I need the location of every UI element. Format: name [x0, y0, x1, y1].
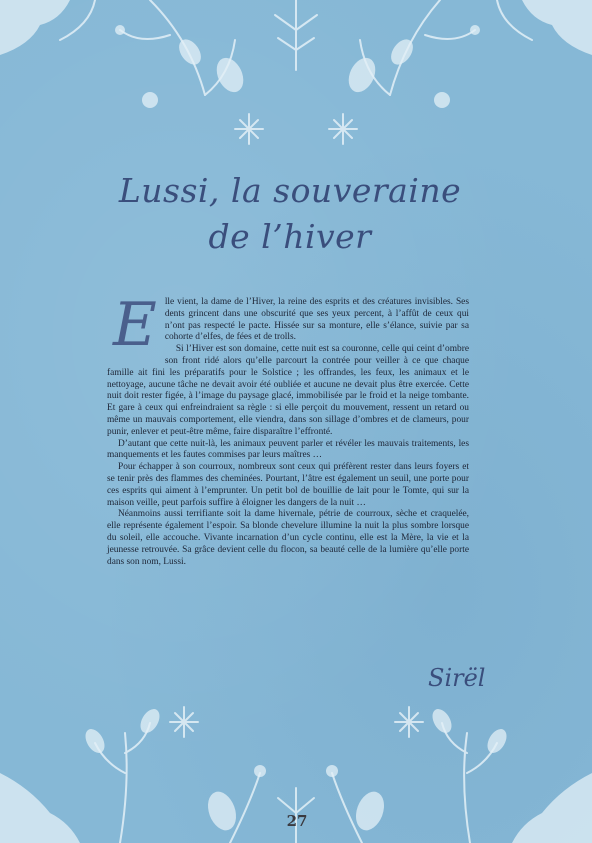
paragraph: D’autant que cette nuit-là, les animaux peuvent parler et révéler les mauvais traitements, les manquements et les fautes commises par leurs maîtres … [107, 438, 469, 461]
author-signature: Sirël [428, 664, 486, 692]
paragraph: Si l’Hiver est son domaine, cette nuit est sa couronne, celle qui ceint d’ombre son front ridé alors qu’elle parcourt la contrée pour veiller à ce que chaque famille ait fini les préparatifs pour le Solstice ; les offrandes, les feux, les animaux et le nettoyage, aucune tâche ne devait avoir été oubliée et aucune ne devait plus être exercée. Cette nuit doit rester figée, à l’image du paysage glacé, immobilisée par le froid et la neige tombante. Et gare à ceux qui enfreindraient sa règle : si elle perçoit du mouvement, ressent un retard ou même un mauvais comportement, elle viendra, dans son sillage d’ombres et de clameurs, pour punir, enlever et peut-être même, faire disparaître l’effronté. [107, 344, 469, 437]
page-number: 27 [286, 812, 308, 830]
winter-foliage-ornament-top [0, 0, 592, 160]
title-line-1: Lussi, la souveraine [118, 171, 462, 210]
paragraph: Pour échapper à son courroux, nombreux sont ceux qui préfèrent rester dans leurs foyers et se tenir près des flammes des cheminées. Pourtant, l’âtre est également un seuil, une porte pour ces esprits qui aiment à l’emprunter. Un petit bol de bouillie de lait pour le Tomte, qui sur la maison veille, peut parfois suffire à éloigner les dangers de la nuit … [107, 462, 469, 508]
paragraph: Néanmoins aussi terrifiante soit la dame hivernale, pétrie de courroux, sèche et craquelée, elle représente également l’espoir. Sa blonde chevelure illumine la nuit la plus sombre lorsque du soleil, elle accouche. Vivante incarnation d’un cycle continu, elle est la Mère, la vie et la jeunesse retrouvée. Sa grâce devient celle du flocon, sa beauté celle de la lumière qu’elle porte dans son nom, Lussi. [107, 509, 469, 567]
article-title [100, 168, 480, 260]
title-line-2: de l’hiver [208, 217, 372, 256]
paragraph-text: lle vient, la dame de l’Hiver, la reine des esprits et des créatures invisibles. Ses dents grincent dans une obscurité que ses yeux percent, à l’affût de ceux qui n’ont pas respecté le pacte. Hissée sur sa monture, elle s’élance, suivie par sa cohorte d’elfes, de fées et de trolls. [164, 297, 469, 343]
article-body [107, 290, 469, 568]
drop-cap: E [113, 290, 157, 360]
paragraph [107, 290, 469, 360]
